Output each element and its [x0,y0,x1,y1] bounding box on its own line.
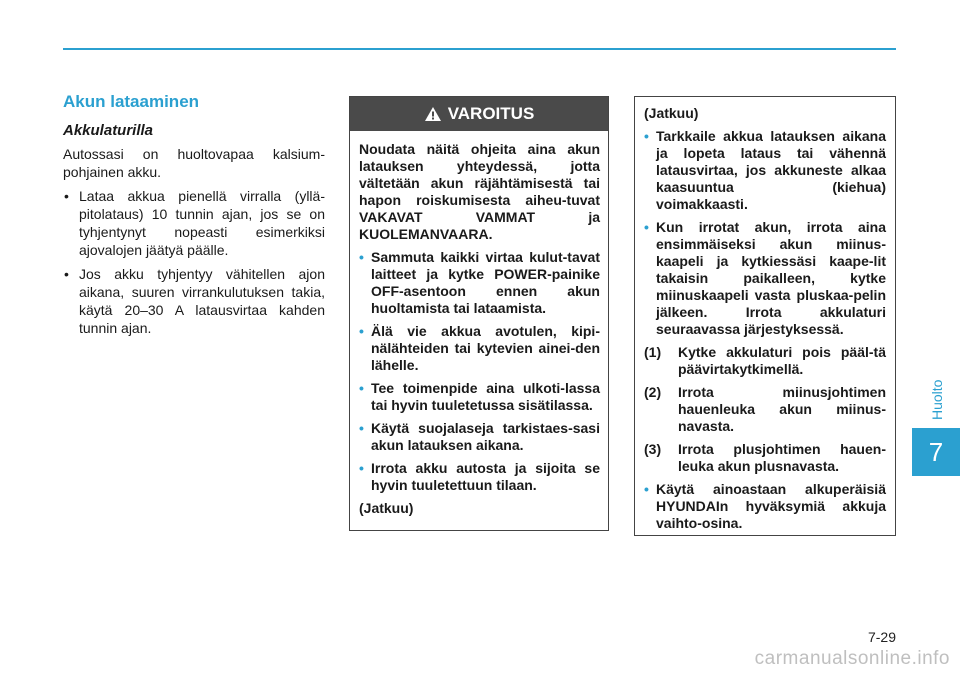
list-item: • Irrota akku autosta ja sijoita se hyvin tuuletettuun tilaan. [359,460,600,493]
warning-intro: Noudata näitä ohjeita aina akun latauksen yhteydessä, jotta vältetään akun räjähtämisestä tai hapon roiskumisesta aiheu-tuvat VAKAVAT VAMMAT ja KUOLEMANVAARA. [359,141,600,242]
list-item: • Jos akku tyhjentyy vähitellen ajon aikana, suuren virrankulutuksen takia, käytä 20–30 A latausvirtaa kahden tunnin ajan. [64,266,325,336]
continuation-list-1 [644,128,886,338]
step-item: (1) Kytke akkulaturi pois pääl-tä päävirtakytkimellä. [644,344,886,377]
list-item: • Älä vie akkua avotulen, kipi-nälähteiden tai kytevien ainei-den lähelle. [359,323,600,373]
list-item: • Käytä ainoastaan alkuperäisiä HYUNDAIn hyväksymiä akkuja vaihto-osina. [644,481,886,531]
bullet-icon: • [359,249,364,265]
bullet-icon: • [359,460,364,476]
bullet-icon: • [359,323,364,339]
continuation-box [634,96,896,536]
bullet-icon: • [359,420,364,436]
bullet-icon: • [64,266,69,282]
disconnect-steps [644,344,886,475]
list-item: • Käytä suojalaseja tarkistaes-sasi akun latauksen aikana. [359,420,600,453]
list-item: • Tee toimenpide aina ulkoti-lassa tai hyvin tuuletetussa sisätilassa. [359,380,600,413]
warning-box [349,96,609,531]
continuation-list-2 [644,481,886,532]
list-item: • Tarkkaile akkua latauksen aikana ja lopeta lataus tai vähennä latausvirtaa, jos akkuneste alkaa kaasuuntua (kiehua) voimakkaasti. [644,128,886,212]
bullet-icon: • [64,188,69,204]
page-number: 7-29 [867,629,896,645]
watermark: carmanualsonline.info [754,648,950,669]
left-column [63,92,325,343]
bullet-icon: • [359,380,364,396]
bullet-icon: • [644,128,649,144]
intro-paragraph: Autossasi on huoltovapaa kalsium-pohjainen akku. [63,146,325,180]
chapter-tab: 7 [912,428,960,476]
section-title: Akun lataaminen [63,92,200,111]
list-item: • Kun irrotat akun, irrota aina ensimmäiseksi akun miinus-kaapeli ja kytkiessäsi kaape-lit takaisin paikalleen, kytke miinuskaapeli vasta pluskaa-pelin jälkeen. Irrota akkulaturi seuraavassa järjestyksessä. [644,219,886,337]
bullet-icon: • [644,481,649,497]
subsection-title: Akkulaturilla [63,122,154,139]
step-item: (2) Irrota miinusjohtimen hauenleuka akun miinus-navasta. [644,384,886,434]
bullet-icon: • [644,219,649,235]
list-item: • Lataa akkua pienellä virralla (yllä-pitolataus) 10 tunnin ajan, jos se on tyhjentynyt nopeasti esimerkiksi ajovalojen jäätyä päälle. [64,188,325,258]
step-item: (3) Irrota plusjohtimen hauen-leuka akun plusnavasta. [644,441,886,474]
list-item: • Sammuta kaikki virtaa kulut-tavat laitteet ja kytke POWER-painike OFF-asentoon ennen akun huoltamista tai lataamista. [359,249,600,316]
top-rule [63,48,896,50]
chapter-label: Huolto [929,379,945,421]
continued-note: (Jatkuu) [359,500,414,516]
warning-heading: VAROITUS [447,104,535,123]
warning-triangle-icon [424,106,442,122]
warning-body [350,131,608,517]
continuation-heading: (Jatkuu) [644,105,699,121]
warning-list [359,249,600,494]
charging-list [63,187,325,337]
warning-header [350,97,608,131]
